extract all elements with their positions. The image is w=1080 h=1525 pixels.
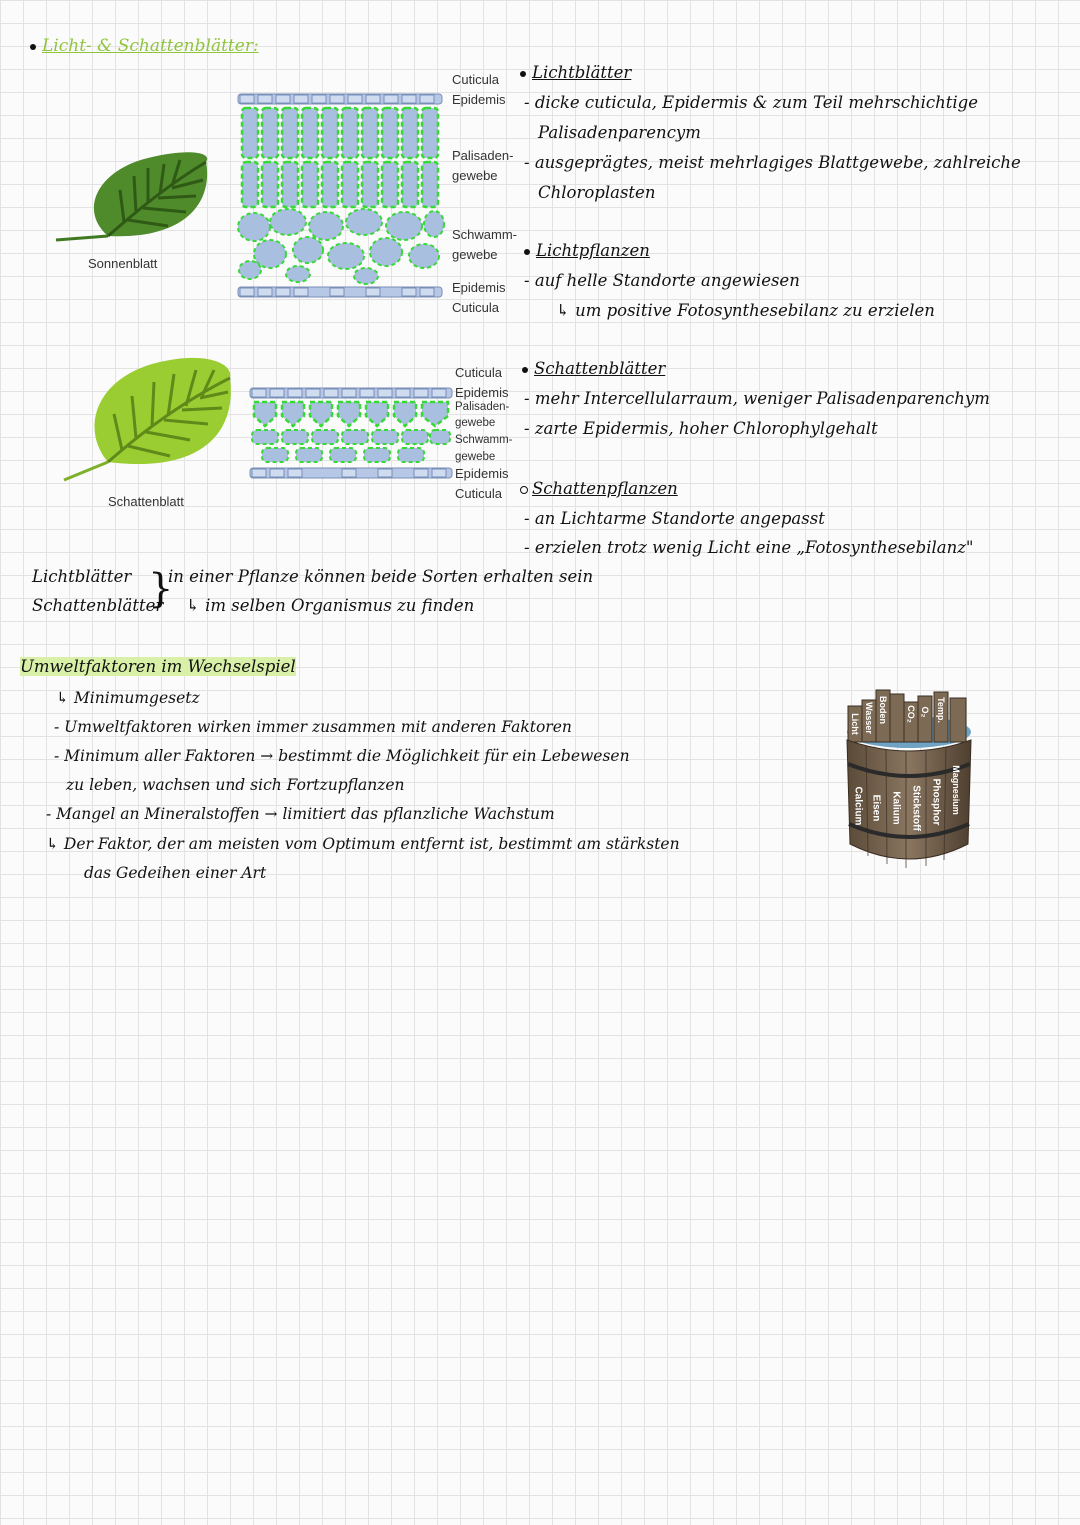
barrel-label-stickstoff: Stickstoff — [910, 785, 922, 831]
sun-leaf-cross-section — [236, 92, 446, 302]
shade-leaf-image — [62, 352, 242, 487]
umwelt-title: Umweltfaktoren im Wechselspiel — [20, 657, 296, 676]
umwelt-line-6: ↳ Der Faktor, der am meisten vom Optimum entfernt ist, bestimmt am stärksten — [46, 835, 680, 853]
sun-leaf-image — [48, 140, 218, 255]
lichtpflanzen-title: Lichtpflanzen — [524, 236, 650, 266]
sun-label-epidemis-top: Epidemis — [452, 92, 506, 107]
sun-label-schwamm-2: gewebe — [452, 247, 498, 262]
umwelt-line-5: - Mangel an Mineralstoffen → limitiert das pflanzliche Wachstum — [46, 805, 555, 823]
umwelt-line-4: zu leben, wachsen und sich Fortzupflanzen — [66, 776, 405, 794]
umwelt-line-7: das Gedeihen einer Art — [84, 864, 267, 882]
barrel-label-calcium: Calcium — [852, 786, 864, 826]
umwelt-line-1: ↳ Minimumgesetz — [56, 689, 200, 707]
barrel-label-kalium: Kalium — [890, 791, 902, 825]
barrel-stave-labels — [838, 684, 980, 870]
bullet-icon — [524, 249, 530, 255]
sun-label-palisaden: Palisaden- — [452, 148, 514, 163]
summary-right-2: ↳ im selben Organismus zu finden — [186, 596, 475, 615]
umwelt-line-2: - Umweltfaktoren wirken immer zusammen mit anderen Faktoren — [54, 718, 572, 736]
sun-label-palisaden-2: gewebe — [452, 168, 498, 183]
barrel-label-phosphor: Phosphor — [930, 778, 942, 826]
schattenpflanzen-line-2: - erzielen trotz wenig Licht eine „Fotosynthesebilanz" — [524, 538, 974, 557]
lichtblaetter-line-2: Palisadenparencym — [538, 123, 701, 142]
umwelt-line-3: - Minimum aller Faktoren → bestimmt die Möglichkeit für ein Lebewesen — [54, 747, 630, 765]
bullet-icon — [30, 44, 36, 50]
sun-label-epidemis-bottom: Epidemis — [452, 280, 506, 295]
schattenpflanzen-title: Schattenpflanzen — [520, 474, 678, 504]
shade-label-epidemis-top: Epidemis — [455, 385, 509, 400]
lichtpflanzen-line-1: - auf helle Standorte angewiesen — [524, 271, 800, 290]
brace-icon: } — [148, 566, 174, 612]
schattenpflanzen-line-1: - an Lichtarme Standorte angepasst — [524, 509, 825, 528]
barrel-label-licht: Licht — [850, 713, 860, 735]
shade-label-schwamm: Schwamm- — [455, 434, 513, 446]
summary-left-2: Schattenblätter — [32, 596, 164, 615]
sun-label-schwamm: Schwamm- — [452, 227, 518, 242]
sun-leaf-caption: Sonnenblatt — [88, 256, 158, 271]
lichtpflanzen-line-2: ↳ um positive Fotosynthesebilanz zu erzielen — [556, 301, 935, 320]
barrel-label-temp: Temp. — [936, 697, 946, 723]
bullet-icon — [522, 367, 528, 373]
shade-leaf-caption: Schattenblatt — [108, 494, 184, 509]
shade-label-cuticula-top: Cuticula — [455, 365, 502, 380]
bullet-icon — [520, 71, 526, 77]
shade-label-cuticula-bottom: Cuticula — [455, 486, 502, 501]
shade-label-epidemis-bottom: Epidemis — [455, 466, 509, 481]
summary-left-1: Lichtblätter — [32, 567, 132, 586]
sun-label-cuticula-bottom: Cuticula — [452, 300, 499, 315]
circle-bullet-icon — [520, 486, 528, 494]
summary-right-1: in einer Pflanze können beide Sorten erhalten sein — [168, 567, 594, 586]
shade-label-palisaden: Palisaden- — [455, 401, 510, 413]
barrel-label-o2: O₂ — [920, 706, 930, 718]
barrel-label-wasser: Wasser — [864, 702, 874, 734]
barrel-label-co2: CO₂ — [906, 705, 916, 723]
schattenblaetter-title: Schattenblätter — [522, 354, 665, 384]
lichtblaetter-line-4: Chloroplasten — [538, 183, 656, 202]
page-heading: Licht- & Schattenblätter: — [30, 36, 259, 56]
shade-label-schwamm-2: gewebe — [455, 451, 496, 463]
schattenblaetter-line-2: - zarte Epidermis, hoher Chlorophylgehalt — [524, 419, 878, 438]
shade-leaf-cross-section — [248, 386, 454, 482]
sun-label-cuticula-top: Cuticula — [452, 72, 499, 87]
lichtblaetter-title: Lichtblätter — [520, 58, 631, 88]
barrel-label-magnesium: Magnesium — [951, 765, 961, 815]
lichtblaetter-line-3: - ausgeprägtes, meist mehrlagiges Blattgewebe, zahlreiche — [524, 153, 1021, 172]
barrel-label-boden: Boden — [878, 696, 888, 724]
barrel-label-eisen: Eisen — [870, 794, 882, 822]
lichtblaetter-line-1: - dicke cuticula, Epidermis & zum Teil mehrschichtige — [524, 93, 978, 112]
shade-label-palisaden-2: gewebe — [455, 417, 496, 429]
schattenblaetter-line-1: - mehr Intercellularraum, weniger Palisadenparenchym — [524, 389, 990, 408]
